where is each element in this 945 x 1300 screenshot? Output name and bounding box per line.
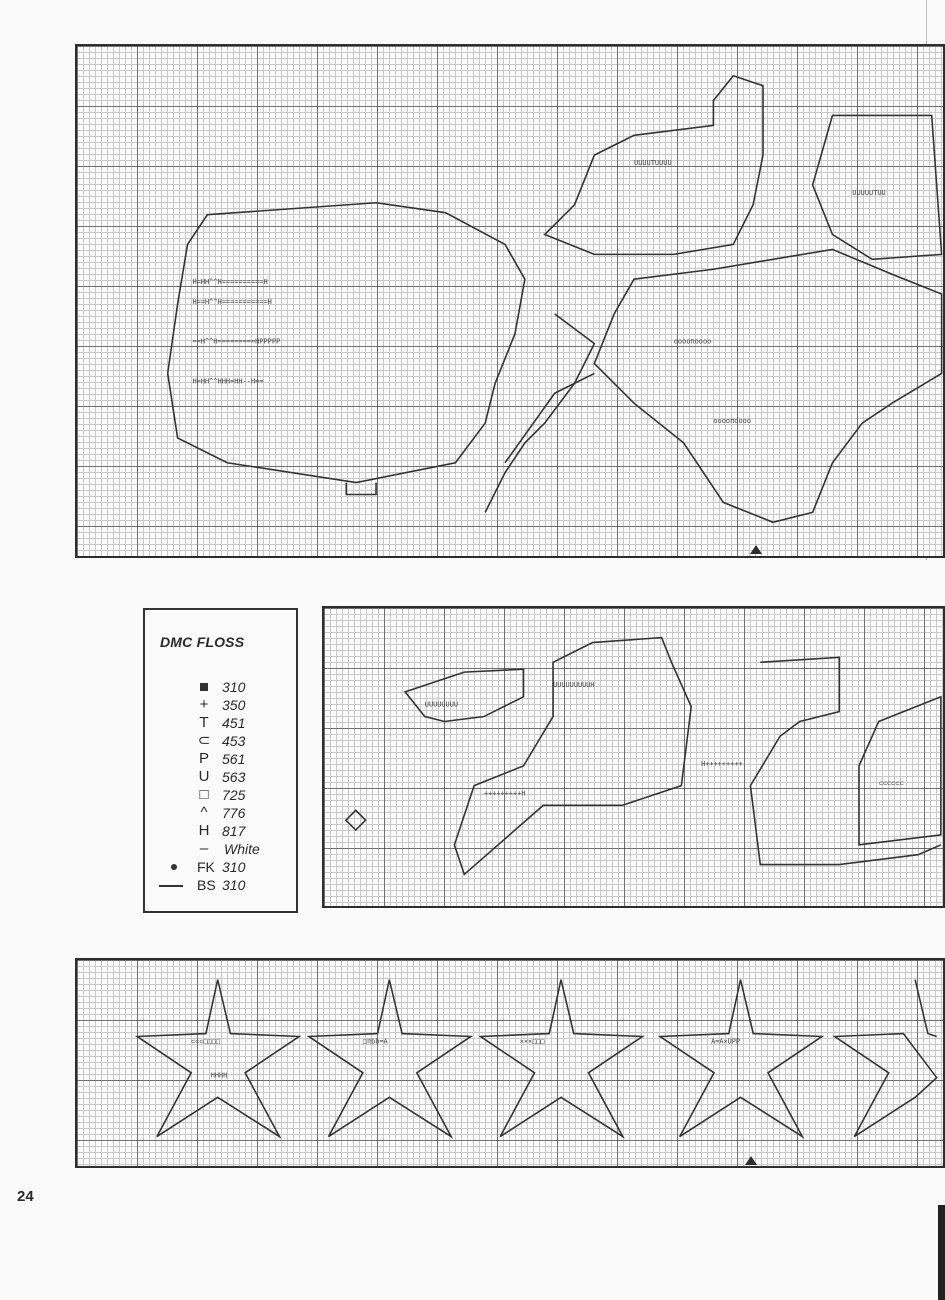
dash-icon: – <box>199 840 209 857</box>
dot-icon <box>163 858 185 876</box>
legend-code: 725 <box>222 787 246 803</box>
legend-row-725 <box>145 786 295 804</box>
star-motif-1 <box>137 980 299 1137</box>
open-square-icon: □ <box>199 786 209 803</box>
legend-row-451 <box>145 714 295 732</box>
star-motif-3 <box>481 980 643 1137</box>
page-number: 24 <box>17 1188 34 1205</box>
plus-icon: + <box>199 696 209 713</box>
center-arrow-bottom <box>745 1156 757 1165</box>
svg-text:==H^^H=========HPPPPP: ==H^^H=========HPPPPP <box>192 337 281 346</box>
svg-text:H=HH^^HHH=HH--H==: H=HH^^HHH=HH--H== <box>192 377 264 386</box>
legend-row-350 <box>145 696 295 714</box>
svg-text:UUUUUTUU: UUUUUTUU <box>852 188 886 197</box>
legend-row-453 <box>145 732 295 750</box>
legend-code: 451 <box>222 715 246 731</box>
h-icon: H <box>198 822 210 839</box>
legend-code: 453 <box>222 733 246 749</box>
chart-middle-motifs <box>324 608 943 906</box>
svg-text:□πbb=A: □πbb=A <box>362 1037 388 1046</box>
svg-text:ooooπoooo: ooooπoooo <box>713 417 751 426</box>
t-icon: T <box>199 714 209 731</box>
legend-code: 563 <box>222 769 246 785</box>
legend-row-563 <box>145 768 295 786</box>
u-icon: U <box>198 768 210 785</box>
svg-text:⊂⊂⊂⊂⊂⊂: ⊂⊂⊂⊂⊂⊂ <box>878 779 904 788</box>
star-motif-4 <box>660 980 822 1137</box>
motif-stalk-right <box>750 657 940 864</box>
cross-stitch-chart-top <box>75 44 945 558</box>
legend-prefix: FK <box>197 859 215 875</box>
legend-row-bs <box>145 876 295 894</box>
caret-icon: ^ <box>200 804 208 821</box>
legend-title: DMC FLOSS <box>160 634 245 650</box>
floss-legend <box>143 608 298 913</box>
p-icon: P <box>198 750 209 767</box>
c-icon: ⊂ <box>197 732 211 749</box>
legend-code: 310 <box>222 859 246 875</box>
svg-text:HHHH: HHHH <box>210 1071 228 1080</box>
chart-top-motifs <box>77 46 943 556</box>
svg-text:ooooπoooo: ooooπoooo <box>673 337 712 346</box>
motif-flower <box>594 249 941 522</box>
motif-corn-center <box>454 638 691 875</box>
motif-stem <box>346 483 376 495</box>
legend-row-561 <box>145 750 295 768</box>
star-motif-5 <box>835 980 937 1137</box>
legend-row-310 <box>145 678 295 696</box>
legend-code: 776 <box>222 805 246 821</box>
svg-text:H=HH^^H==========H: H=HH^^H==========H <box>192 278 268 287</box>
motif-diamond <box>346 810 366 830</box>
legend-code: 310 <box>222 679 246 695</box>
svg-text:H+++++++++: H+++++++++ <box>701 759 743 768</box>
legend-code: White <box>224 841 260 857</box>
cross-stitch-chart-middle <box>322 606 945 908</box>
legend-row-white <box>145 840 295 858</box>
legend-prefix: BS <box>197 877 216 893</box>
legend-row-776 <box>145 804 295 822</box>
motif-diagonal <box>505 373 594 462</box>
svg-text:UUUUUUUUUH: UUUUUUUUUH <box>553 680 595 689</box>
motif-ear-left <box>405 669 523 721</box>
motif-leaf-right <box>813 115 942 259</box>
svg-text:H==H^^H===========H: H==H^^H===========H <box>192 297 272 306</box>
filled-square-icon <box>193 678 215 696</box>
legend-row-fk <box>145 858 295 876</box>
cross-stitch-chart-bottom <box>75 958 945 1168</box>
legend-code: 817 <box>222 823 246 839</box>
motif-leaf-right <box>859 697 941 845</box>
svg-text:A=A×UPP: A=A×UPP <box>711 1037 741 1046</box>
chart-bottom-stars <box>77 960 943 1166</box>
legend-code: 310 <box>222 877 246 893</box>
svg-text:×××□□□: ×××□□□ <box>519 1037 545 1046</box>
svg-text:⊂⊂⊂□□□□: ⊂⊂⊂□□□□ <box>191 1037 221 1046</box>
svg-text:UUUUTUUUU: UUUUTUUUU <box>634 159 672 168</box>
binding-edge <box>938 1205 945 1300</box>
svg-text:UUUUUUUU: UUUUUUUU <box>424 700 459 709</box>
svg-text:+++++++++H: +++++++++H <box>484 789 526 798</box>
line-icon <box>159 885 183 887</box>
center-arrow-top <box>750 545 762 554</box>
legend-code: 350 <box>222 697 246 713</box>
star-motif-2 <box>309 980 471 1137</box>
legend-code: 561 <box>222 751 246 767</box>
legend-row-817 <box>145 822 295 840</box>
